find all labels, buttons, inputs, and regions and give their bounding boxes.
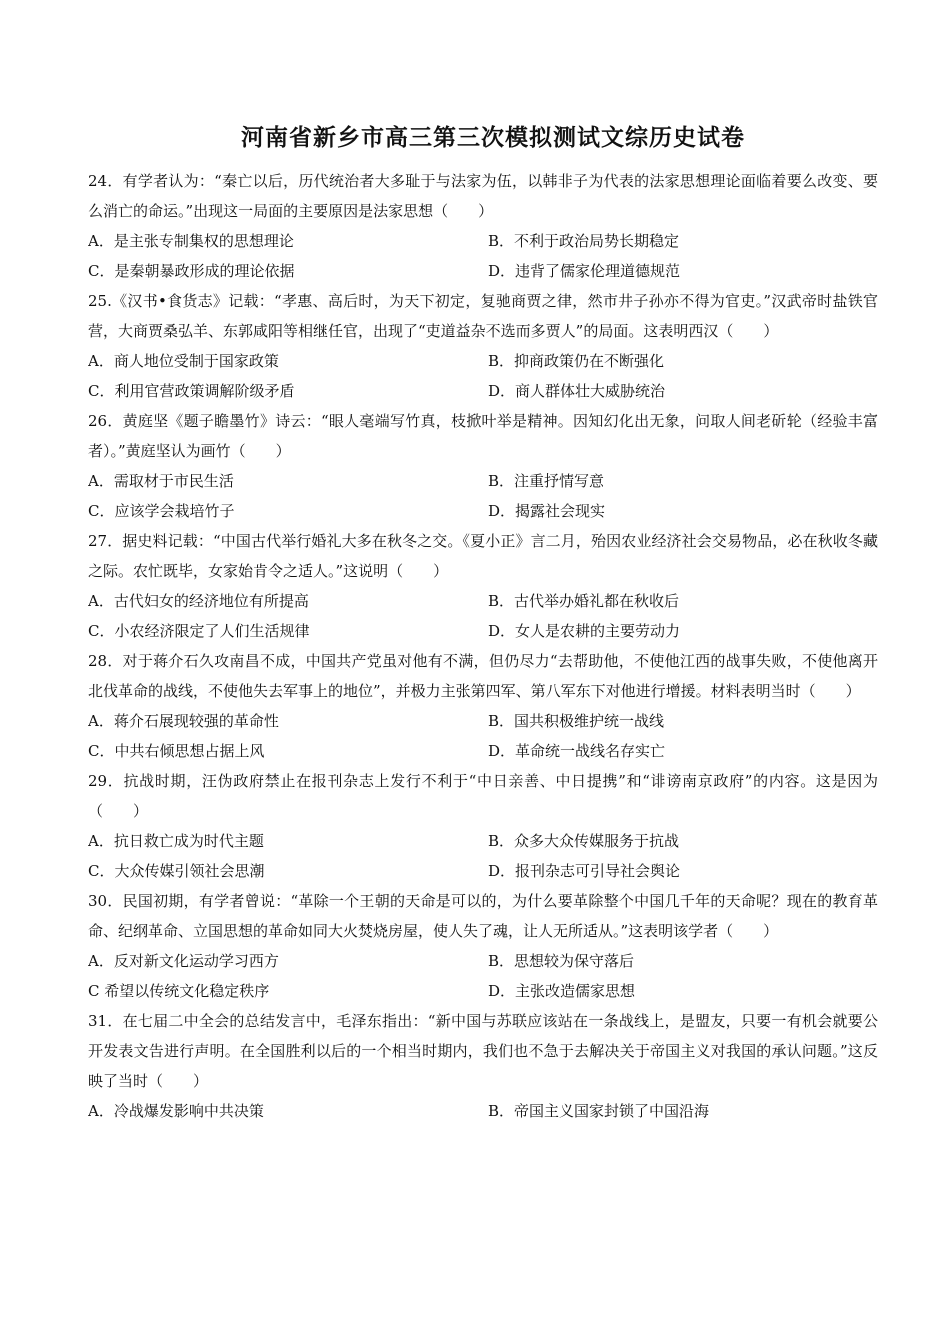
option-b: B．古代举办婚礼都在秋收后 [488,592,680,610]
option-grid [88,946,878,1006]
option-b: B．注重抒情写意 [488,472,605,490]
question-28 [88,646,878,766]
option-a: A．反对新文化运动学习西方 [88,952,279,970]
option-b: B．帝国主义国家封锁了中国沿海 [488,1102,710,1120]
question-25 [88,286,878,406]
option-grid [88,586,878,646]
option-d: D．报刊杂志可引导社会舆论 [488,862,681,880]
option-c: C．是秦朝暴政形成的理论依据 [88,262,295,280]
option-d: D．商人群体壮大威胁统治 [488,382,666,400]
option-d: D．揭露社会现实 [488,502,606,520]
option-grid [88,346,878,406]
question-27 [88,526,878,646]
option-a: A．需取材于市民生活 [88,472,234,490]
option-grid [88,826,878,886]
question-text: 29．抗战时期，汪伪政府禁止在报刊杂志上发行不利于“中日亲善、中日提携”和“诽谤南京政府”的内容。这是因为（ ） [88,772,878,820]
option-d: D．革命统一战线名存实亡 [488,742,666,760]
option-grid [88,706,878,766]
option-b: B．众多大众传媒服务于抗战 [488,832,680,850]
option-b: B．不利于政治局势长期稳定 [488,232,680,250]
question-text: 28．对于蒋介石久攻南昌不成，中国共产党虽对他有不满，但仍尽力“去帮助他，不使他江西的战事失败，不使他离开北伐革命的战线，不使他失去军事上的地位”，并极力主张第四军、第八军东下对他进行增援。材料表明当时（ ） [88,652,878,700]
question-29 [88,766,878,886]
question-text: 25.《汉书•食货志》记载：“孝惠、高后时，为天下初定，复驰商贾之律，然市井子孙亦不得为官吏。”汉武帝时盐铁官营，大商贾桑弘羊、东郭咸阳等相继任官，出现了“吏道益杂不选而多贾人”的局面。这表明西汉（ ） [88,292,878,340]
option-d: D．违背了儒家伦理道德规范 [488,262,681,280]
option-grid [88,226,878,286]
option-grid [88,1096,878,1126]
option-c: C．小农经济限定了人们生活规律 [88,622,310,640]
question-30 [88,886,878,1006]
option-b: B．抑商政策仍在不断强化 [488,352,665,370]
question-text: 24．有学者认为：“秦亡以后，历代统治者大多耻于与法家为伍，以韩非子为代表的法家思想理论面临着要么改变、要么消亡的命运。”出现这一局面的主要原因是法家思想（ ） [88,172,878,220]
option-c: C．中共右倾思想占据上风 [88,742,265,760]
option-a: A．抗日救亡成为时代主题 [88,832,264,850]
option-c: C 希望以传统文化稳定秩序 [88,982,270,1000]
page-title: 河南省新乡市高三第三次模拟测试文综历史试卷 [241,125,745,151]
option-a: A．商人地位受制于国家政策 [88,352,279,370]
question-text: 26．黄庭坚《题子瞻墨竹》诗云：“眼人毫端写竹真，枝掀叶举是精神。因知幻化出无象，问取人间老斫轮（经验丰富者）。”黄庭坚认为画竹（ ） [88,412,878,460]
option-a: A．古代妇女的经济地位有所提高 [88,592,309,610]
exam-page [88,118,878,1126]
option-d: D．主张改造儒家思想 [488,982,636,1000]
question-24 [88,166,878,286]
option-b: B．国共积极维护统一战线 [488,712,665,730]
question-text: 31．在七届二中全会的总结发言中，毛泽东指出：“新中国与苏联应该站在一条战线上，是盟友，只要一有机会就要公开发表文告进行声明。在全国胜利以后的一个相当时期内，我们也不急于去解决关于帝国主义对我国的承认问题。”这反映了当时（ ） [88,1012,878,1090]
option-b: B．思想较为保守落后 [488,952,635,970]
option-c: C．利用官营政策调解阶级矛盾 [88,382,295,400]
question-26 [88,406,878,526]
question-31 [88,1006,878,1126]
option-a: A．蒋介石展现较强的革命性 [88,712,279,730]
question-text: 30．民国初期，有学者曾说：“革除一个王朝的天命是可以的，为什么要革除整个中国几千年的天命呢？现在的教育革命、纪纲革命、立国思想的革命如同大火焚烧房屋，使人失了魂，让人无所适从。”这表明该学者（ ） [88,892,878,940]
option-grid [88,466,878,526]
option-a: A．冷战爆发影响中共决策 [88,1102,264,1120]
option-c: C．大众传媒引领社会思潮 [88,862,265,880]
question-text: 27．据史料记载：“中国古代举行婚礼大多在秋冬之交。《夏小正》言二月，殆因农业经济社会交易物品，必在秋收冬藏之际。农忙既毕，女家始肯令之适人。”这说明（ ） [88,532,878,580]
option-a: A．是主张专制集权的思想理论 [88,232,294,250]
option-c: C．应该学会栽培竹子 [88,502,235,520]
option-d: D．女人是农耕的主要劳动力 [488,622,681,640]
